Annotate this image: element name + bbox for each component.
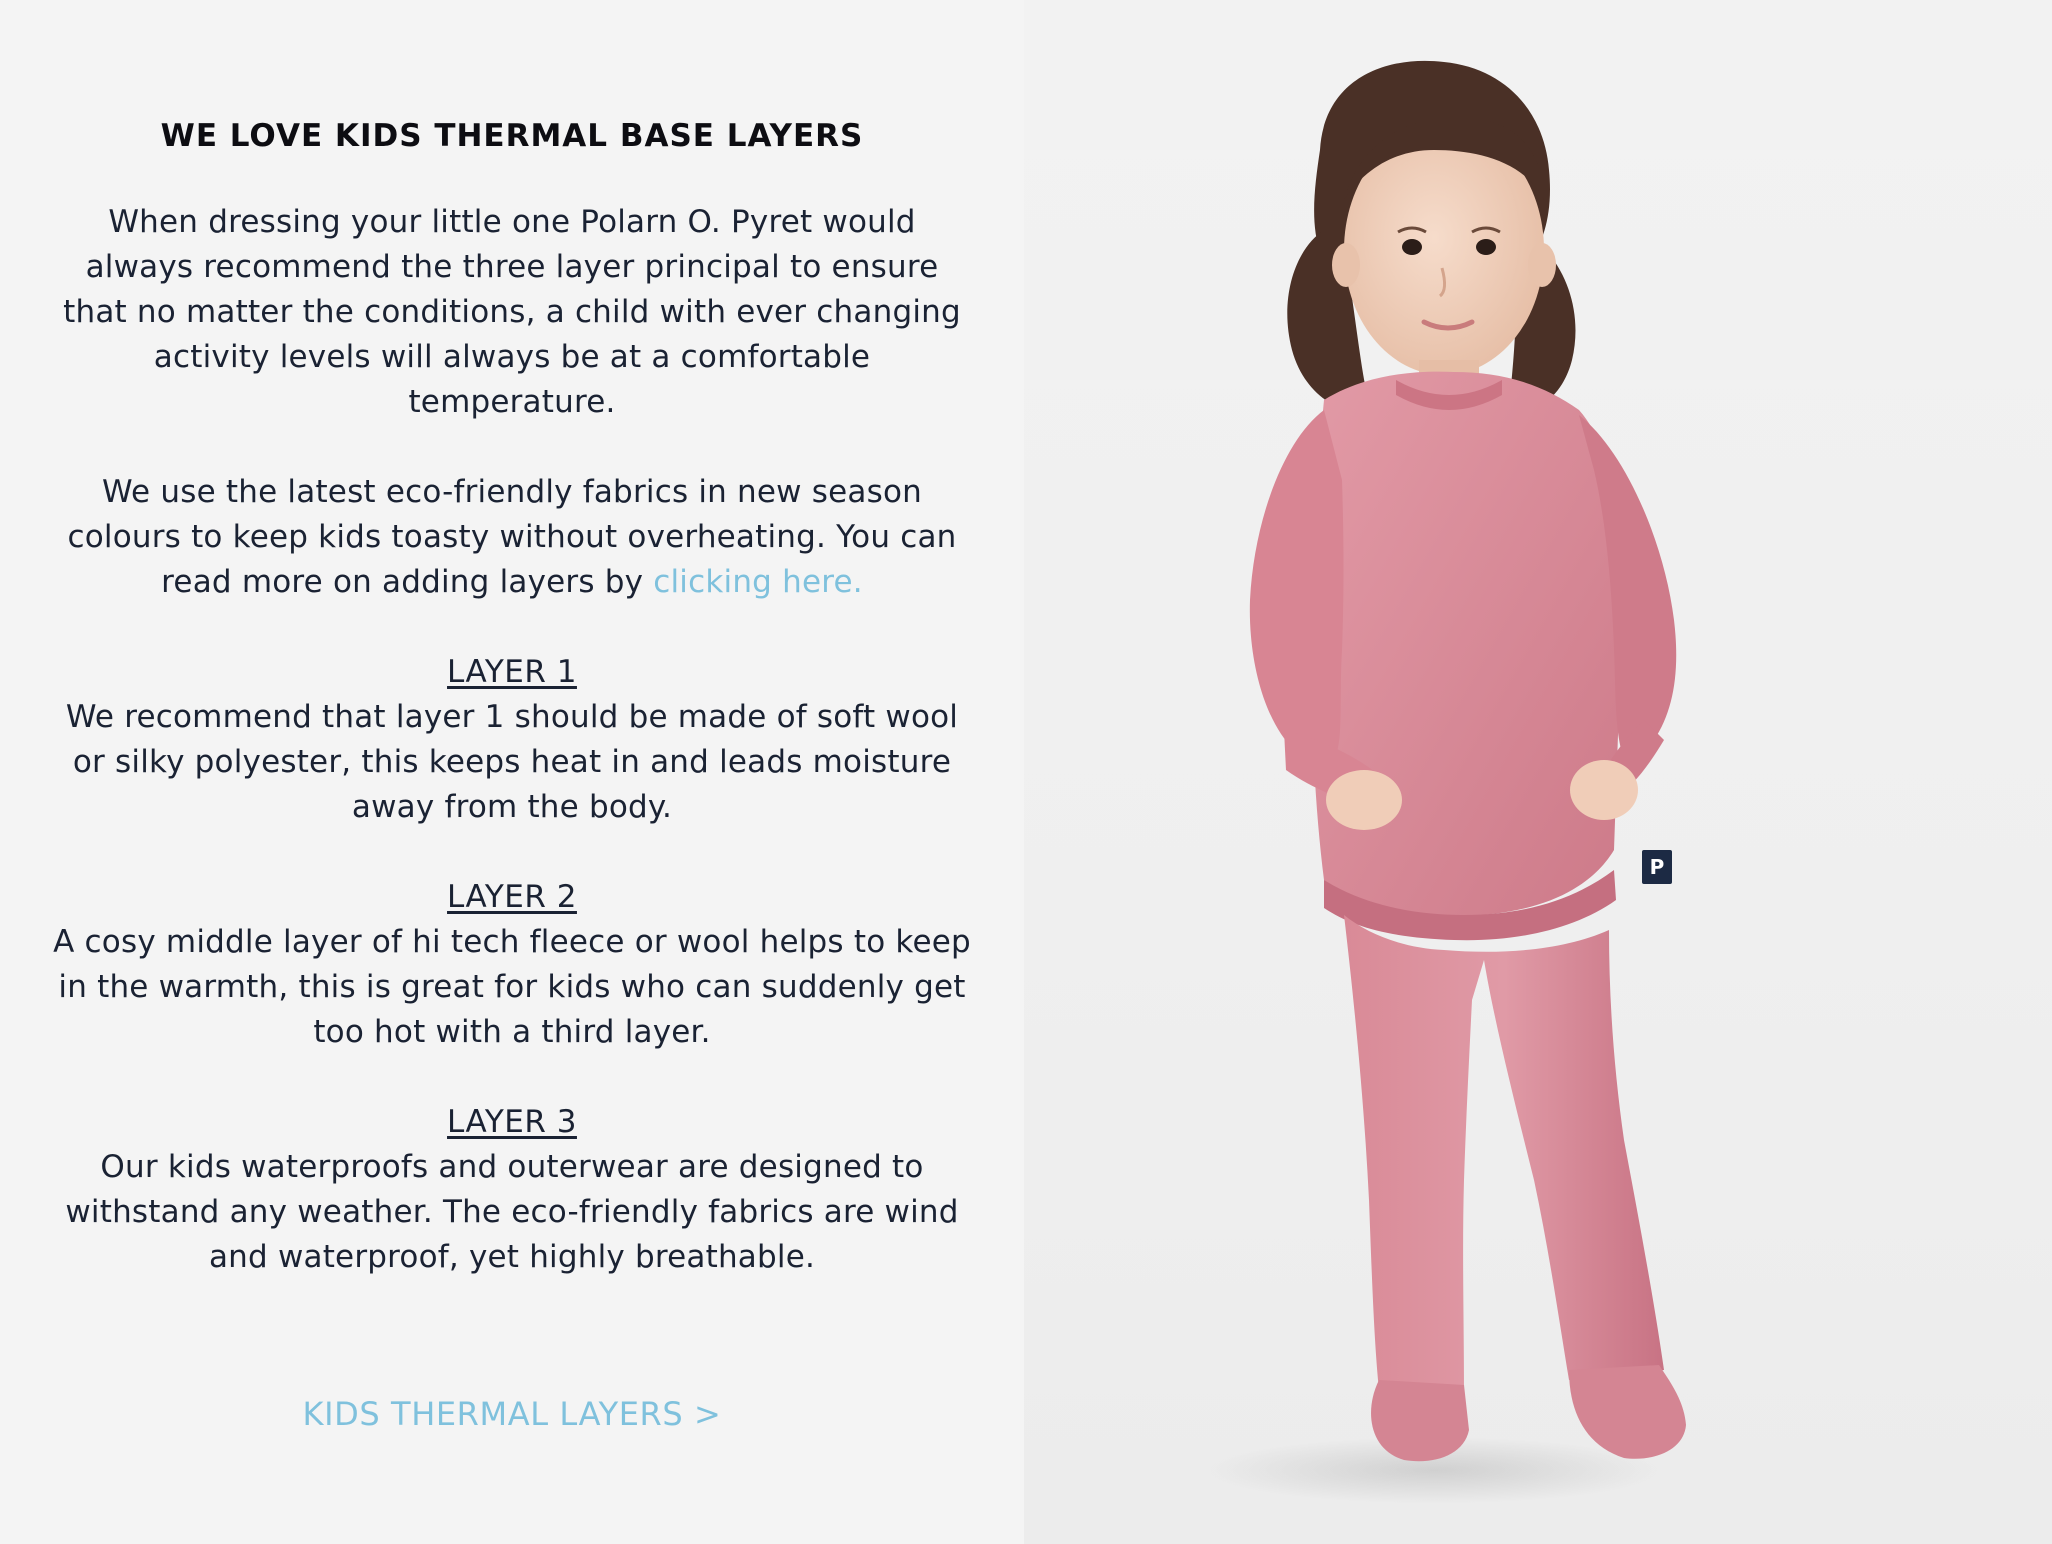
layer-2-section (52, 875, 972, 1055)
right-hand (1570, 760, 1638, 820)
thermal-leggings (1344, 915, 1686, 1461)
kids-thermal-layers-link[interactable]: KIDS THERMAL LAYERS > (302, 1395, 722, 1433)
layer-3-section (52, 1100, 972, 1280)
product-photo (1024, 0, 2052, 1544)
layers-paragraph (52, 470, 972, 605)
layer-2-text: A cosy middle layer of hi tech fleece or wool helps to keep in the warmth, this is great for kids who can suddenly get too hot with a third layer. (53, 924, 971, 1050)
article-content (52, 112, 972, 1280)
layer-1-text: We recommend that layer 1 should be made of soft wool or silky polyester, this keeps heat in and leads moisture away from the body. (65, 699, 959, 825)
layer-3-title: LAYER 3 (447, 1104, 577, 1140)
svg-text:P: P (1649, 855, 1665, 879)
thermal-top (1250, 372, 1676, 941)
layer-3-text: Our kids waterproofs and outerwear are designed to withstand any weather. The eco-friendly fabrics are wind and waterproof, yet highly breathable. (65, 1149, 959, 1275)
layer-2-title: LAYER 2 (447, 879, 577, 915)
layer-1-section (52, 650, 972, 830)
intro-paragraph: When dressing your little one Polarn O. Pyret would always recommend the three layer principal to ensure that no matter the conditions, a child with ever changing activity levels will always be at a comfortable temperature. (63, 204, 961, 420)
page-title: WE LOVE KIDS THERMAL BASE LAYERS (160, 118, 864, 154)
layer-1-title: LAYER 1 (447, 654, 577, 690)
logo-tag-icon (1642, 850, 1672, 884)
layers-paragraph-text: We use the latest eco-friendly fabrics in new season colours to keep kids toasty without overheating. You can read more on adding layers by (67, 474, 957, 600)
clicking-here-link[interactable]: clicking here. (653, 564, 863, 600)
text-panel (0, 0, 1024, 1544)
left-hand (1326, 770, 1402, 830)
child-illustration (1024, 0, 2052, 1544)
